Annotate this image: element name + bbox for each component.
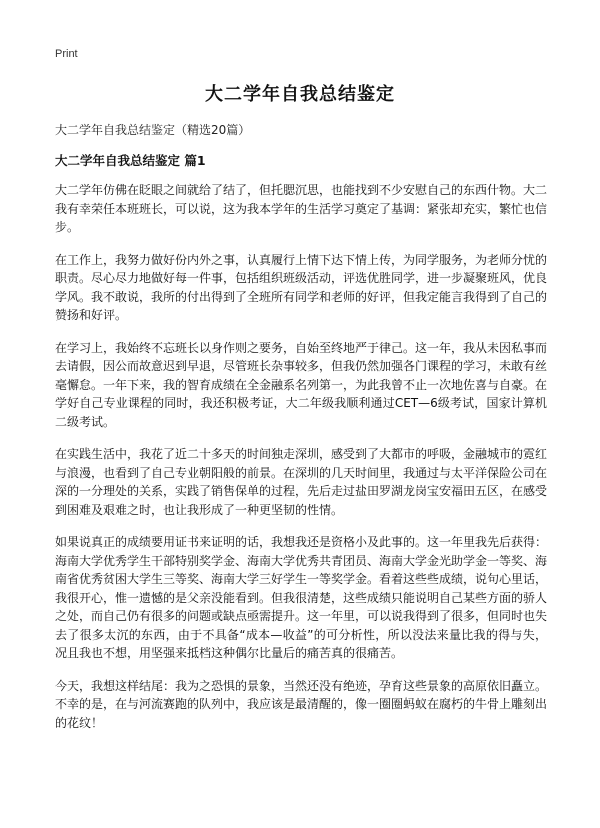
paragraph-2: 在工作上，我努力做好份内外之事，认真履行上情下达下情上传，为同学服务，为老师分忧的职责。尽心尽力地做好每一件事，包括组织班级活动，评选优胜同学，进一步凝聚班风，优良学风。我不敢说，我所的付出得到了全班所有同学和老师的好评，但我定能言我得到了自己的赞扬和好评。 xyxy=(55,252,548,322)
paragraph-5: 如果说真正的成绩要用证书来证明的话，我想我还是资格小及此事的。这一年里我先后获得：海南大学优秀学生干部特别奖学金、海南大学优秀共青团员、海南大学金光助学金一等奖、海南省优秀贫困大学生三等奖、海南大学三好学生一等奖学金。看着这些些成绩，说句心里话，我很开心，惟一遗憾的是父亲没能看到。但我很清楚，这些成绩只能说明自己某些方面的骄人之处，而自己仍有很多的问题或缺点亟需提升。这一年里，可以说我得到了很多，但同时也失去了很多太沉的东西，由于不具备“成本—收益”的可分析性，所以没法来量比我的得与失，况且我也不想，用坚强来抵档这种偶尔比量后的痛苦真的很痛苦。 xyxy=(55,535,548,660)
document-subtitle: 大二学年自我总结鉴定（精选20篇） xyxy=(55,123,251,137)
paragraph-6: 今天，我想这样结尾：我为之恐惧的景象，当然还没有绝迹，孕育这些景象的高原依旧矗立。不幸的是，在与河流赛跑的队列中，我应该是最清醒的，像一圈圈蚂蚁在腐朽的牛骨上雕刻出的花纹！ xyxy=(55,678,548,730)
paragraph-3: 在学习上，我始终不忘班长以身作则之要务，自始至终地严于律己。这一年，我从未因私事而去请假，因公而故意迟到早退，尽管班长杂事较多，但我仍然加强各门课程的学习，未敢有丝毫懈怠。一年下来，我的智育成绩在全金融系名列第一，为此我曾不止一次地佐喜与自豪。在学好自己专业课程的同时，我还积极考证，大二年级我顺利通过CET—6级考试，国家计算机二级考试。 xyxy=(55,340,548,429)
paragraph-1: 大二学年仿佛在眨眼之间就给了结了，但托腮沉思，也能找到不少安慰自己的东西什物。大二我有幸荣任本班班长，可以说，这为我本学年的生活学习奠定了基调：紧张却充实，繁忙也信步。 xyxy=(55,183,548,234)
section-heading: 大二学年自我总结鉴定 篇1 xyxy=(55,153,206,168)
page-title: 大二学年自我总结鉴定 xyxy=(205,84,395,105)
print-label[interactable]: Print xyxy=(55,48,78,60)
paragraph-4: 在实践生活中，我花了近二十多天的时间独走深圳，感受到了大都市的呼吸，金融城市的霓红与浪漫，也看到了自己专业朝阳般的前景。在深圳的几天时间里，我通过与太平洋保险公司在深的一分理处的关系，实践了销售保单的过程，先后走过盐田罗湖龙岗宝安福田五区，在感受到困难及艰难之时，也让我形成了一种更坚韧的性情。 xyxy=(55,447,548,517)
document-body xyxy=(55,181,547,746)
